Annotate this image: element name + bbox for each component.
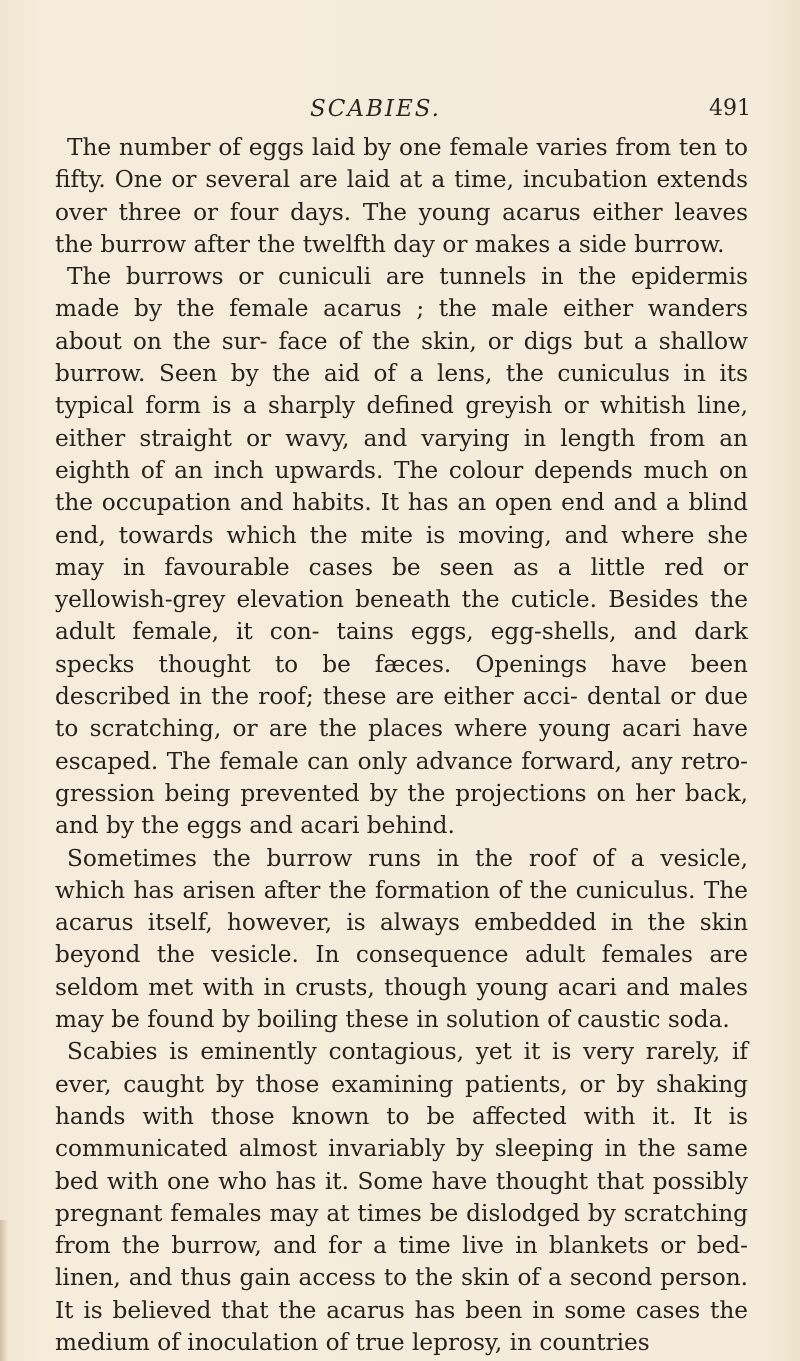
paragraph-contagion: Scabies is eminently contagious, yet it is very rarely, if ever, caught by those examining patients, or by shaking hands with those known to be affected with it. It is communicated almost invariably by sleeping in the same bed with one who has it. Some have thought that possibly pregnant females may at times be dislodged by scratching from the burrow, and for a time live in blankets or bed-linen, and thus gain access to the skin of a second person. It is believed that the acarus has been in some cases the medium of inoculation of true leprosy, in countries bbox=[55, 1038, 748, 1356]
paragraph-eggs: The number of eggs laid by one female varies from ten to fifty. One or several are laid at a time, incubation extends over three or four days. The young acarus either leaves the burrow after the twelfth day or makes a side burrow. bbox=[55, 134, 748, 258]
body-text bbox=[55, 132, 748, 1359]
paragraph-burrows: The burrows or cuniculi are tunnels in the epidermis made by the female acarus ; the male either wanders about on the sur- face of the skin, or digs but a shallow burrow. Seen by the aid of a lens, the cuniculus in its typical form is a sharply defined greyish or whitish line, either straight or wavy, and varying in length from an eighth of an inch upwards. The colour depends much on the occupation and habits. It has an open end and a blind end, towards which the mite is moving, and where she may in favourable cases be seen as a little red or yellowish-grey elevation beneath the cuticle. Besides the adult female, it con- tains eggs, egg-shells, and dark specks thought to be fæces. Openings have been described in the roof; these are either acci- dental or due to scratching, or are the places where young acari have escaped. The female can only advance forward, any retro- gression being prevented by the projections on her back, and by the eggs and acari behind. bbox=[55, 263, 748, 840]
page-number: 491 bbox=[709, 96, 751, 121]
page-edge-shadow bbox=[0, 1220, 8, 1361]
paragraph-vesicle: Sometimes the burrow runs in the roof of a vesicle, which has arisen after the formation of the cuniculus. The acarus itself, however, is always embedded in the skin beyond the vesicle. In consequence adult females are seldom met with in crusts, though young acari and males may be found by boiling these in solution of caustic soda. bbox=[55, 844, 748, 1034]
running-head bbox=[0, 96, 800, 128]
chapter-title: SCABIES. bbox=[310, 96, 441, 122]
